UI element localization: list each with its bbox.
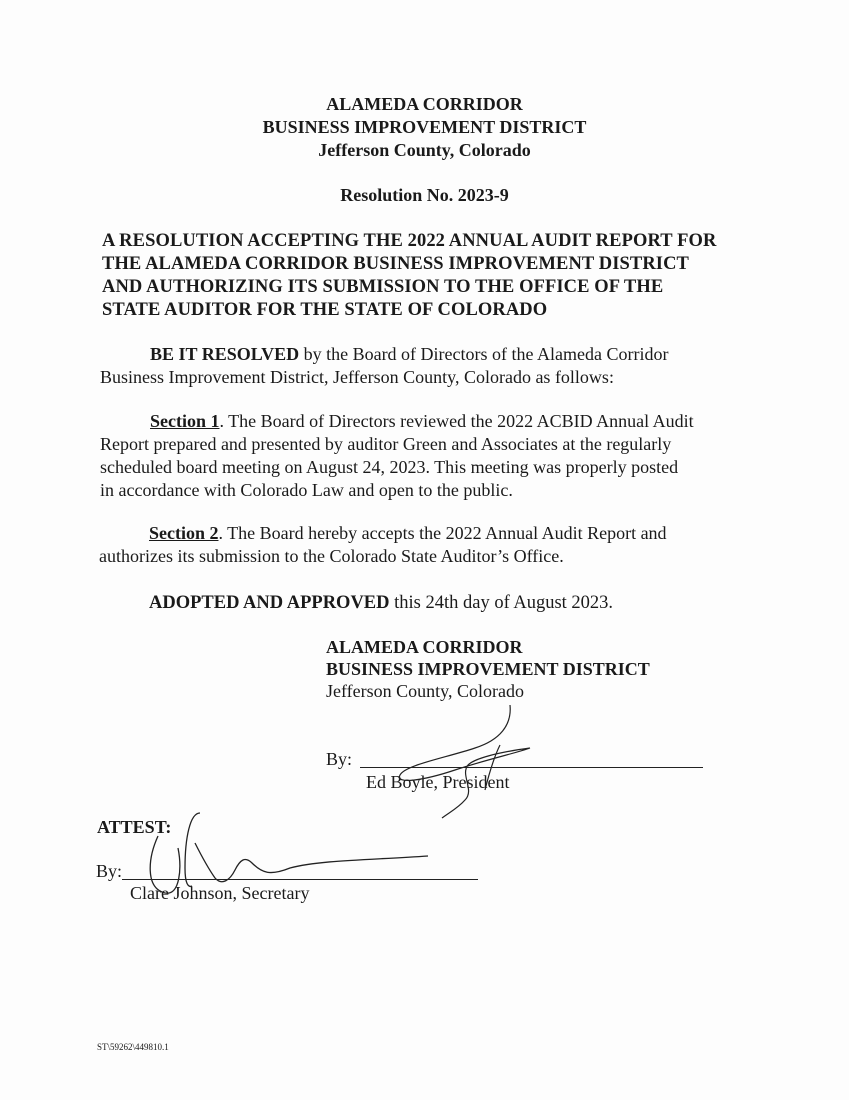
resolved-lead: BE IT RESOLVED bbox=[150, 344, 300, 364]
header-line-3: Jefferson County, Colorado bbox=[318, 140, 531, 160]
president-by-label: By: bbox=[326, 749, 353, 769]
secretary-signature bbox=[140, 808, 440, 908]
section-2-line-2: authorizes its submission to the Colorado State Auditor’s Office. bbox=[99, 546, 564, 566]
section-1-line-4: in accordance with Colorado Law and open to the public. bbox=[100, 480, 513, 500]
title-line-4: STATE AUDITOR FOR THE STATE OF COLORADO bbox=[102, 300, 548, 320]
resolution-title bbox=[102, 230, 782, 322]
header-line-2: BUSINESS IMPROVEMENT DISTRICT bbox=[262, 117, 587, 137]
header-line-1: ALAMEDA CORRIDOR bbox=[326, 94, 523, 114]
section-2-paragraph bbox=[99, 522, 759, 568]
adopted-paragraph bbox=[149, 592, 809, 615]
section-1-line-2: Report prepared and presented by auditor Green and Associates at the regularly bbox=[100, 434, 672, 454]
signature-block-line-2: BUSINESS IMPROVEMENT DISTRICT bbox=[326, 659, 650, 679]
section-2-line-1: . The Board hereby accepts the 2022 Annual Audit Report and bbox=[218, 523, 667, 543]
attest-label: ATTEST: bbox=[97, 817, 172, 837]
section-2-heading: Section 2 bbox=[149, 523, 219, 543]
adopted-lead: ADOPTED AND APPROVED bbox=[149, 593, 390, 613]
section-1-paragraph bbox=[100, 410, 760, 502]
secretary-by-label: By: bbox=[96, 861, 123, 881]
title-line-1: A RESOLUTION ACCEPTING THE 2022 ANNUAL AUDIT REPORT FOR bbox=[102, 231, 717, 251]
resolved-paragraph bbox=[100, 343, 760, 389]
resolved-line-1: by the Board of Directors of the Alameda Corridor bbox=[299, 344, 669, 364]
document-code: ST\59262\449810.1 bbox=[97, 1042, 169, 1052]
title-line-2: THE ALAMEDA CORRIDOR BUSINESS IMPROVEMENT DISTRICT bbox=[102, 254, 689, 274]
signature-block-header bbox=[326, 636, 746, 702]
signature-block-line-3: Jefferson County, Colorado bbox=[326, 681, 524, 701]
president-name: Ed Boyle, President bbox=[366, 772, 510, 792]
district-header bbox=[0, 93, 849, 162]
section-1-heading: Section 1 bbox=[150, 411, 220, 431]
secretary-name: Clare Johnson, Secretary bbox=[130, 883, 310, 903]
adopted-rest: this 24th day of August 2023. bbox=[389, 593, 614, 613]
signature-block-line-1: ALAMEDA CORRIDOR bbox=[326, 637, 523, 657]
section-1-line-1: . The Board of Directors reviewed the 2022 ACBID Annual Audit bbox=[219, 411, 694, 431]
title-line-3: AND AUTHORIZING ITS SUBMISSION TO THE OFFICE OF THE bbox=[102, 277, 664, 297]
resolution-number: Resolution No. 2023-9 bbox=[340, 185, 509, 205]
resolved-line-2: Business Improvement District, Jefferson County, Colorado as follows: bbox=[100, 367, 614, 387]
section-1-line-3: scheduled board meeting on August 24, 2023. This meeting was properly posted bbox=[100, 457, 679, 477]
